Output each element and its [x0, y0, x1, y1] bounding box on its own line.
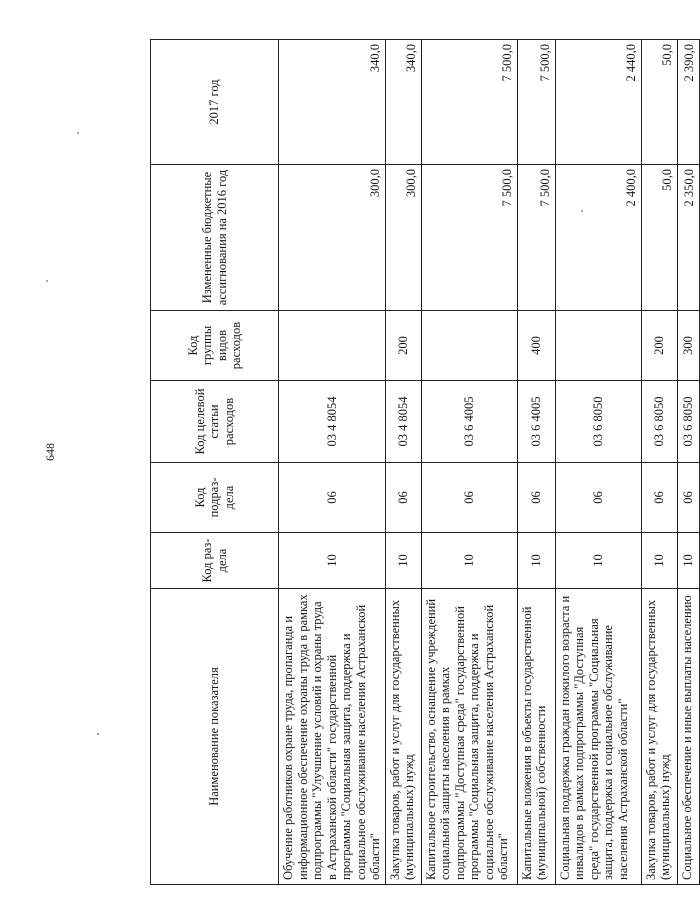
row-group: [421, 311, 517, 381]
row-2017: 2 440,0: [555, 40, 641, 165]
table-row: [279, 40, 386, 885]
budget-table: [150, 39, 700, 885]
row-subsection: 06: [517, 463, 555, 533]
budget-table-wrapper: [150, 40, 696, 885]
row-target: 03 6 8050: [677, 381, 699, 463]
header-target: Код целевой статьи расходов: [151, 381, 279, 463]
row-subsection: 06: [279, 463, 386, 533]
row-name: Социальная поддержка граждан пожилого возраста и инвалидов в рамках подпрограммы "Доступная среда" государственной программы "Социальная защита, поддержка и социальное обслуживание населения Астраханской области": [555, 589, 641, 885]
header-name: Наименование показателя: [151, 589, 279, 885]
header-row: [151, 40, 279, 885]
scan-speck: [97, 733, 99, 735]
table-row: [641, 40, 677, 885]
row-name: Обучение работников охране труда, пропаганда и информационное обеспечение охраны труда в рамках подпрограммы "Улучшение условий и охраны труда в Астраханской области" государственной программы "Социальная защита, поддержка и социальное обслуживание населения Астраханской области": [279, 589, 386, 885]
page-number: 648: [43, 443, 57, 461]
row-group: [555, 311, 641, 381]
row-target: 03 6 8050: [641, 381, 677, 463]
row-target: 03 6 4005: [421, 381, 517, 463]
row-target: 03 4 8054: [385, 381, 421, 463]
table-row: [555, 40, 641, 885]
rotated-table-area: [150, 40, 696, 885]
row-subsection: 06: [555, 463, 641, 533]
row-2017: 340,0: [279, 40, 386, 165]
row-subsection: 06: [385, 463, 421, 533]
row-changed: 2 400,0: [555, 165, 641, 311]
table-row: [385, 40, 421, 885]
row-changed: 50,0: [641, 165, 677, 311]
row-group: [279, 311, 386, 381]
row-changed: 7 500,0: [421, 165, 517, 311]
row-name: Социальное обеспечение и иные выплаты населению: [677, 589, 699, 885]
row-section: 10: [677, 533, 699, 589]
row-group: 200: [385, 311, 421, 381]
row-name: Закупка товаров, работ и услуг для государственных (муниципальных) нужд: [385, 589, 421, 885]
row-name: Капитальное строительство, оснащение учреждений социальной защиты населения в рамках подпрограммы "Доступная среда" государственной программы "Социальная защита, поддержка и социальное обслуживание населения Астраханской области": [421, 589, 517, 885]
row-section: 10: [421, 533, 517, 589]
row-changed: 300,0: [279, 165, 386, 311]
header-subsection: Код подраз-дела: [151, 463, 279, 533]
scan-speck: [46, 280, 48, 282]
row-group: 200: [641, 311, 677, 381]
row-2017: 7 500,0: [421, 40, 517, 165]
row-subsection: 06: [641, 463, 677, 533]
row-subsection: 06: [677, 463, 699, 533]
row-changed: 2 350,0: [677, 165, 699, 311]
table-row: [517, 40, 555, 885]
row-section: 10: [517, 533, 555, 589]
row-target: 03 6 8050: [555, 381, 641, 463]
row-section: 10: [385, 533, 421, 589]
header-section: Код раз-дела: [151, 533, 279, 589]
row-changed: 7 500,0: [517, 165, 555, 311]
row-target: 03 4 8054: [279, 381, 386, 463]
row-name: Капитальные вложения в объекты государственной (муниципальной) собственности: [517, 589, 555, 885]
row-2017: 340,0: [385, 40, 421, 165]
row-target: 03 6 4005: [517, 381, 555, 463]
row-subsection: 06: [421, 463, 517, 533]
header-changed: Измененные бюджетные ассигнования на 2016 год: [151, 165, 279, 311]
row-section: 10: [641, 533, 677, 589]
row-2017: 50,0: [641, 40, 677, 165]
row-section: 10: [279, 533, 386, 589]
scan-speck: [581, 210, 583, 212]
table-row: [677, 40, 699, 885]
row-section: 10: [555, 533, 641, 589]
header-group: Код группы видов расходов: [151, 311, 279, 381]
row-2017: 7 500,0: [517, 40, 555, 165]
row-group: 400: [517, 311, 555, 381]
scan-speck: [77, 132, 79, 134]
row-changed: 300,0: [385, 165, 421, 311]
table-row: [421, 40, 517, 885]
row-name: Закупка товаров, работ и услуг для государственных (муниципальных) нужд: [641, 589, 677, 885]
header-2017: 2017 год: [151, 40, 279, 165]
row-group: 300: [677, 311, 699, 381]
row-2017: 2 390,0: [677, 40, 699, 165]
